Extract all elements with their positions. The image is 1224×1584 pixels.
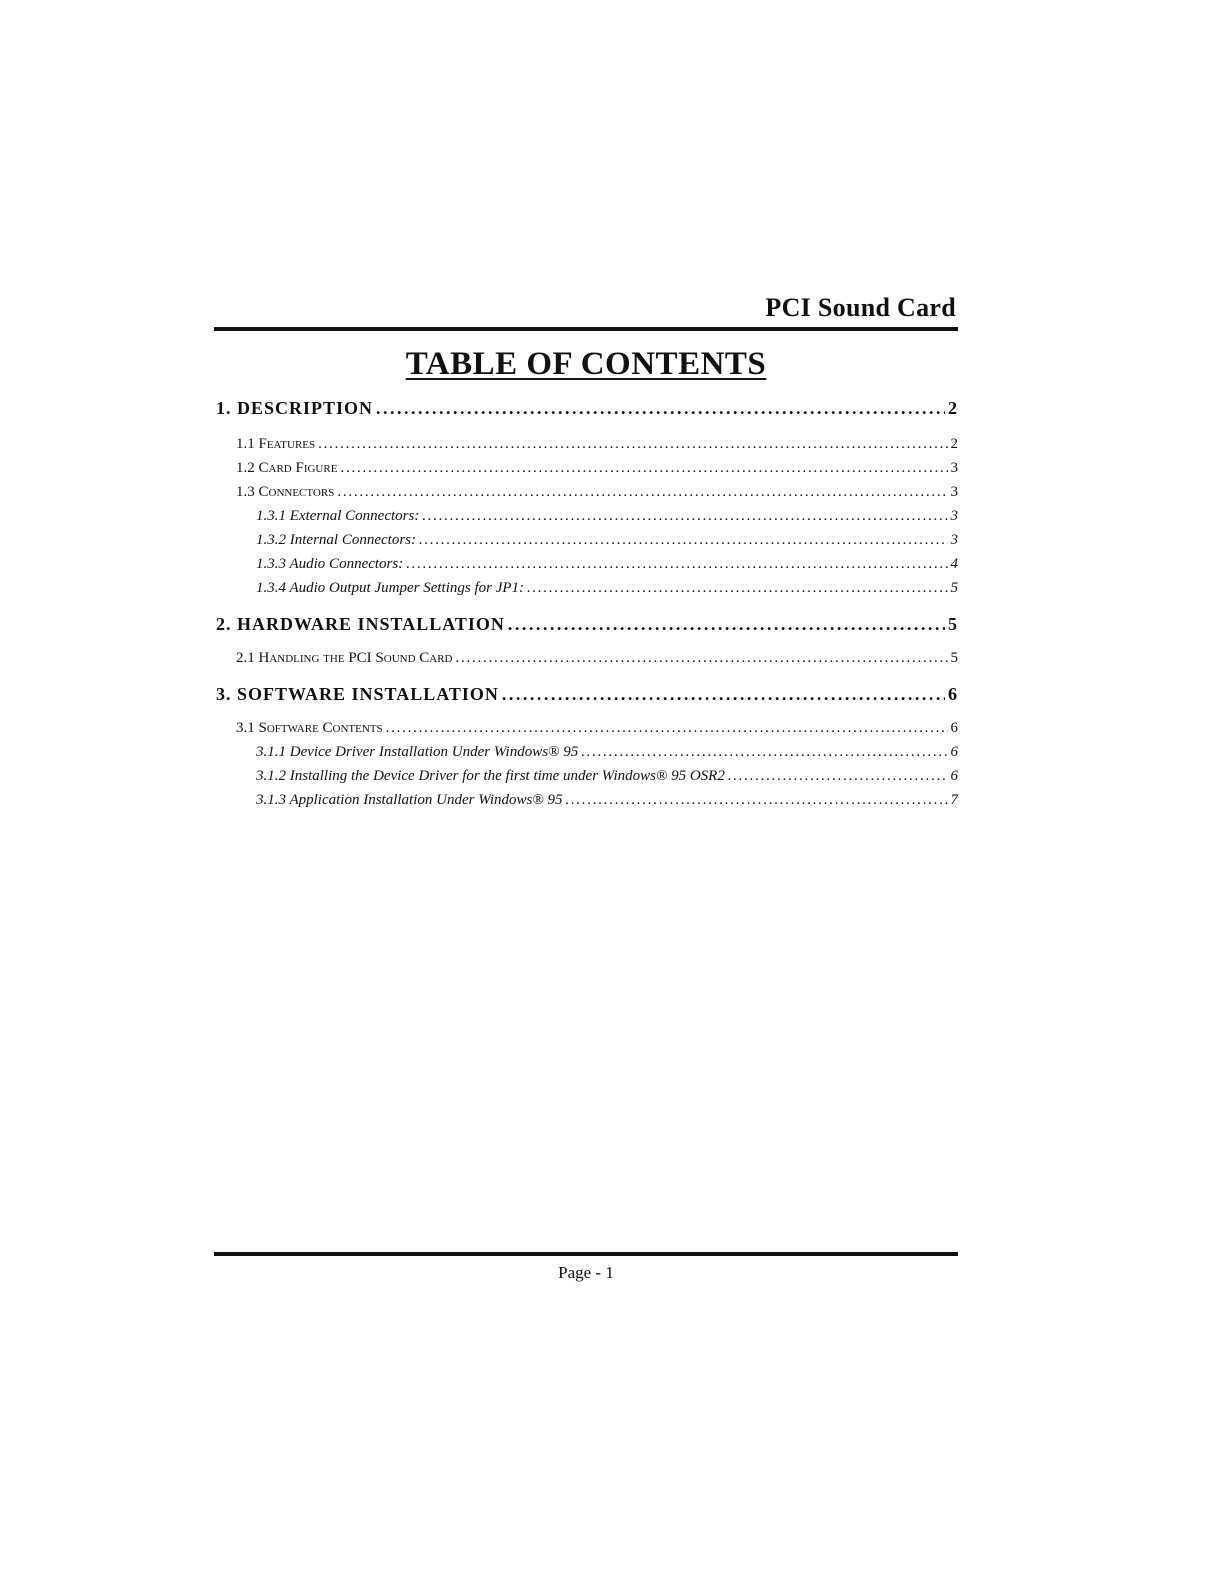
dot-leader	[318, 436, 947, 453]
toc-entry-external-connectors[interactable]	[256, 508, 958, 525]
toc-entry-label: 1. DESCRIPTION	[216, 398, 374, 418]
dot-leader	[581, 744, 947, 761]
toc-page-number: 5	[950, 650, 958, 666]
toc-entry-label: 1.1 Features	[236, 436, 316, 452]
toc-page-number: 3	[950, 460, 958, 476]
toc-page-number: 3	[950, 532, 958, 548]
toc-page-number: 6	[950, 744, 958, 760]
toc-entry-label: 3.1.3 Application Installation Under Windows® 95	[256, 792, 563, 808]
toc-page-number: 5	[950, 580, 958, 596]
toc-entry-handling-card[interactable]	[236, 650, 958, 667]
footer-rule	[214, 1252, 958, 1256]
toc-entry-jumper-settings[interactable]	[256, 580, 958, 597]
toc-page-number: 3	[950, 508, 958, 524]
document-header-title: PCI Sound Card	[765, 293, 956, 322]
dot-leader	[527, 580, 947, 597]
toc-entry-application-installation[interactable]	[256, 792, 958, 809]
dot-leader	[456, 650, 948, 667]
dot-leader	[502, 684, 945, 705]
toc-entry-software-contents[interactable]	[236, 720, 958, 737]
toc-entry-label: 1.3.1 External Connectors:	[256, 508, 420, 524]
dot-leader	[422, 508, 947, 525]
dot-leader	[566, 792, 948, 809]
toc-entry-label: 1.3.3 Audio Connectors:	[256, 556, 404, 572]
dot-leader	[340, 460, 947, 477]
page-number-footer: Page - 1	[558, 1263, 614, 1282]
toc-entry-label: 3. SOFTWARE INSTALLATION	[216, 684, 499, 704]
header-rule	[214, 327, 958, 331]
dot-leader	[337, 484, 947, 501]
toc-entry-audio-connectors[interactable]	[256, 556, 958, 573]
toc-page-number: 2	[948, 398, 958, 418]
toc-page-number: 7	[950, 792, 958, 808]
toc-entry-label: 3.1.1 Device Driver Installation Under Windows® 95	[256, 744, 579, 760]
toc-entry-label: 3.1.2 Installing the Device Driver for the first time under Windows® 95 OSR2	[256, 768, 725, 784]
toc-entry-label: 1.3.2 Internal Connectors:	[256, 532, 416, 548]
toc-entry-label: 1.3 Connectors	[236, 484, 335, 500]
dot-leader	[406, 556, 947, 573]
toc-entry-software-installation[interactable]	[216, 684, 958, 705]
dot-leader	[419, 532, 948, 549]
dot-leader	[376, 398, 945, 419]
dot-leader	[728, 768, 948, 785]
toc-entry-label: 3.1 Software Contents	[236, 720, 383, 736]
toc-page-number: 6	[948, 684, 958, 704]
toc-page-number: 6	[950, 720, 958, 736]
toc-page-number: 3	[950, 484, 958, 500]
toc-heading: TABLE OF CONTENTS	[405, 346, 767, 382]
toc-entry-hardware-installation[interactable]	[216, 614, 958, 635]
toc-entry-label: 2. HARDWARE INSTALLATION	[216, 614, 505, 634]
toc-entry-card-figure[interactable]	[236, 460, 958, 477]
toc-entry-connectors[interactable]	[236, 484, 958, 501]
toc-entry-driver-installation[interactable]	[256, 744, 958, 761]
toc-page-number: 4	[950, 556, 958, 572]
dot-leader	[508, 614, 945, 635]
toc-entry-label: 1.3.4 Audio Output Jumper Settings for JP1:	[256, 580, 525, 596]
toc-entry-driver-osr2[interactable]	[256, 768, 958, 785]
toc-entry-features[interactable]	[236, 436, 958, 453]
toc-entry-internal-connectors[interactable]	[256, 532, 958, 549]
toc-page-number: 6	[950, 768, 958, 784]
toc-entry-label: 2.1 Handling the PCI Sound Card	[236, 650, 453, 666]
toc-page-number: 5	[948, 614, 958, 634]
toc-page-number: 2	[950, 436, 958, 452]
dot-leader	[386, 720, 948, 737]
toc-entry-description[interactable]	[216, 398, 958, 419]
toc-entry-label: 1.2 Card Figure	[236, 460, 338, 476]
